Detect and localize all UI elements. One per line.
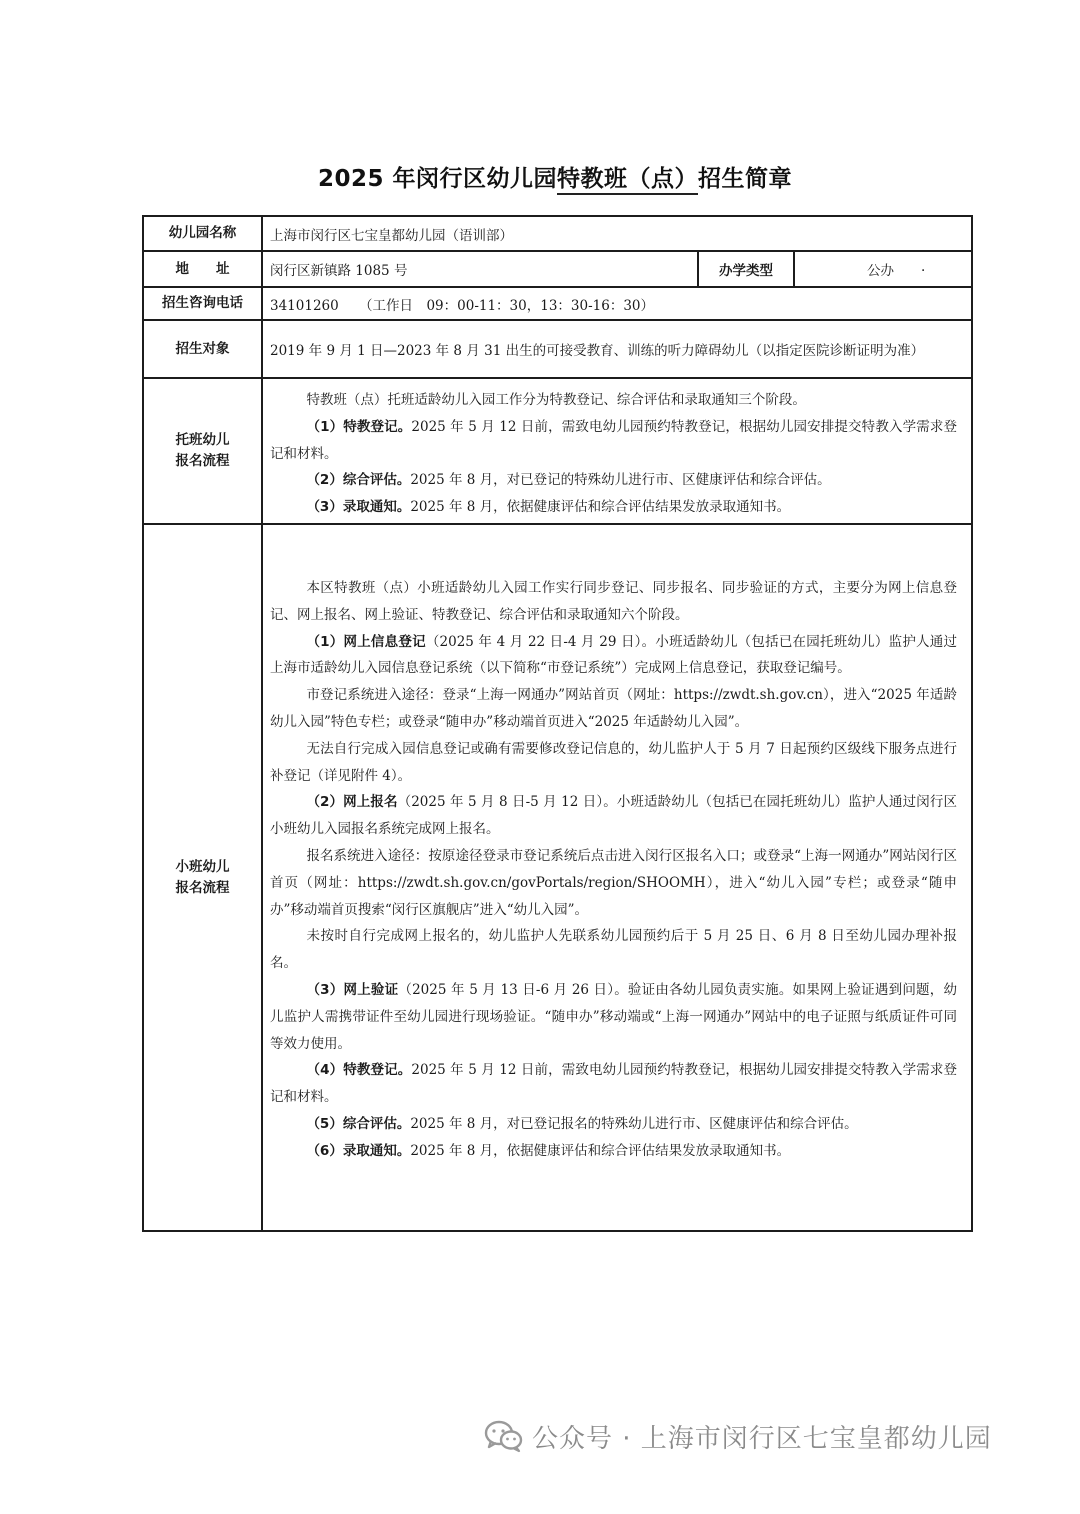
value-address: 闵行区新镇路 1085 号	[262, 251, 698, 287]
small-step-1-text: （2025 年 4 月 22 日-4 月 29 日）。小班适龄幼儿（包括已在园托班幼儿）监护人通过上海市适龄幼儿入园信息登记系统（以下简称“市登记系统”）完成网上信息登记，获取登记编号。	[270, 633, 957, 677]
label-phone: 招生咨询电话	[143, 287, 262, 320]
small-step-6	[270, 1138, 957, 1165]
value-phone: 34101260 （工作日 09：00-11：30，13：30-16：30）	[262, 287, 972, 320]
small-access-info: 市登记系统进入途径：登录“上海一网通办”网站首页（网址：https://zwdt.sh.gov.cn），进入“2025 年适龄幼儿入园”特色专栏；或登录“随申办”移动端首页进入“2025 年适龄幼儿入园”。	[270, 687, 957, 730]
label-address: 地 址	[143, 251, 262, 287]
value-school-type: 公办 ·	[794, 251, 972, 287]
small-step-2-head: （2）网上报名	[306, 794, 398, 811]
row-nursery-process	[143, 378, 972, 524]
label-kindergarten-name: 幼儿园名称	[143, 216, 262, 251]
small-step-2-text: （2025 年 5 月 8 日-5 月 12 日）。小班适龄幼儿（包括已在园托班幼儿）监护人通过闵行区小班幼儿入园报名系统完成网上报名。	[270, 794, 957, 838]
small-step-5-text: 2025 年 8 月，对已登记报名的特殊幼儿进行市、区健康评估和综合评估。	[410, 1115, 858, 1132]
small-step-2	[270, 789, 957, 843]
nursery-step-2-head: （2）综合评估。	[306, 472, 411, 489]
nursery-intro: 特教班（点）托班适龄幼儿入园工作分为特教登记、综合评估和录取通知三个阶段。	[306, 392, 806, 408]
title-prefix: 2025 年闵行区幼儿园	[317, 166, 558, 192]
label-nursery-process	[143, 378, 262, 524]
small-step-6-text: 2025 年 8 月，依据健康评估和综合评估结果发放录取通知书。	[410, 1142, 791, 1159]
label-small-class-process	[143, 524, 262, 1231]
label-school-type: 办学类型	[698, 251, 794, 287]
label-nursery-line1: 托班幼儿	[175, 432, 230, 448]
value-target: 2019 年 9 月 1 日—2023 年 8 月 31 出生的可接受教育、训练的听力障碍幼儿（以指定医院诊断证明为准）	[262, 320, 972, 378]
row-target	[143, 320, 972, 378]
nursery-process-content	[262, 378, 972, 524]
small-step-5	[270, 1111, 957, 1138]
nursery-step-3-text: 2025 年 8 月，依据健康评估和综合评估结果发放录取通知书。	[410, 499, 791, 516]
nursery-step-2-text: 2025 年 8 月，对已登记的特殊幼儿进行市、区健康评估和综合评估。	[410, 472, 831, 489]
nursery-step-1-head: （1）特教登记。	[306, 418, 412, 435]
nursery-step-2	[270, 467, 957, 494]
nursery-step-1	[270, 414, 957, 468]
page-title	[0, 160, 1080, 193]
small-step-3-head: （3）网上验证	[306, 981, 399, 998]
enrollment-form-table	[142, 215, 973, 1232]
row-phone	[143, 287, 972, 320]
title-suffix: 招生简章	[698, 166, 793, 192]
title-underlined: 特教班（点）	[557, 166, 698, 195]
small-late-info: 未按时自行完成网上报名的，幼儿监护人先联系幼儿园预约后于 5 月 25 日、6 月 8 日至幼儿园办理补报名。	[270, 928, 957, 972]
wechat-watermark	[484, 1414, 1054, 1458]
value-kindergarten-name: 上海市闵行区七宝皇都幼儿园（语训部）	[262, 216, 972, 251]
small-class-process-content	[262, 524, 972, 1231]
small-step-1-head: （1）网上信息登记	[306, 633, 426, 650]
small-step-4-head: （4）特教登记。	[306, 1062, 412, 1079]
small-step-3	[270, 977, 957, 1057]
row-address	[143, 251, 972, 287]
small-step-1	[270, 629, 957, 683]
small-signup-info: 报名系统进入途径：按原途径登录市登记系统后点击进入闵行区报名入口；或登录“上海一网通办”网站闵行区首页（网址：https://zwdt.sh.gov.cn/govPortals/region/SHOOMH），进入“幼儿入园”专栏；或登录“随申办”移动端首页搜索“闵行区旗舰店”进入“幼儿入园”。	[270, 847, 957, 918]
row-small-class-process	[143, 524, 972, 1231]
watermark-text: 公众号 · 上海市闵行区七宝皇都幼儿园	[532, 1423, 992, 1454]
label-target: 招生对象	[143, 320, 262, 378]
nursery-step-3-head: （3）录取通知。	[306, 499, 411, 516]
label-small-line2: 报名流程	[175, 879, 230, 896]
label-nursery-line2: 报名流程	[175, 453, 230, 469]
row-kindergarten-name	[143, 216, 972, 251]
small-step-4-text: 2025 年 5 月 12 日前，需致电幼儿园预约特教登记，根据幼儿园安排提交特教入学需求登记和材料。	[270, 1062, 957, 1106]
small-step-4	[270, 1057, 957, 1111]
small-step-5-head: （5）综合评估。	[306, 1115, 411, 1132]
nursery-step-1-text: 2025 年 5 月 12 日前，需致电幼儿园预约特教登记，根据幼儿园安排提交特教入学需求登记和材料。	[270, 418, 957, 462]
small-step-6-head: （6）录取通知。	[306, 1142, 411, 1159]
label-small-line1: 小班幼儿	[175, 858, 230, 875]
wechat-icon	[484, 1419, 524, 1453]
nursery-step-3	[270, 494, 957, 521]
small-offline-info: 无法自行完成入园信息登记或确有需要修改登记信息的，幼儿监护人于 5 月 7 日起预约区级线下服务点进行补登记（详见附件 4）。	[270, 740, 957, 784]
small-step-3-text: （2025 年 5 月 13 日-6 月 26 日）。验证由各幼儿园负责实施。如果网上验证遇到问题，幼儿监护人需携带证件至幼儿园进行现场验证。“随申办”移动端或“上海一网通办”网站中的电子证照与纸质证件可同等效力使用。	[270, 981, 957, 1052]
small-intro: 本区特教班（点）小班适龄幼儿入园工作实行同步登记、同步报名、同步验证的方式，主要分为网上信息登记、网上报名、网上验证、特教登记、综合评估和录取通知六个阶段。	[270, 580, 957, 623]
